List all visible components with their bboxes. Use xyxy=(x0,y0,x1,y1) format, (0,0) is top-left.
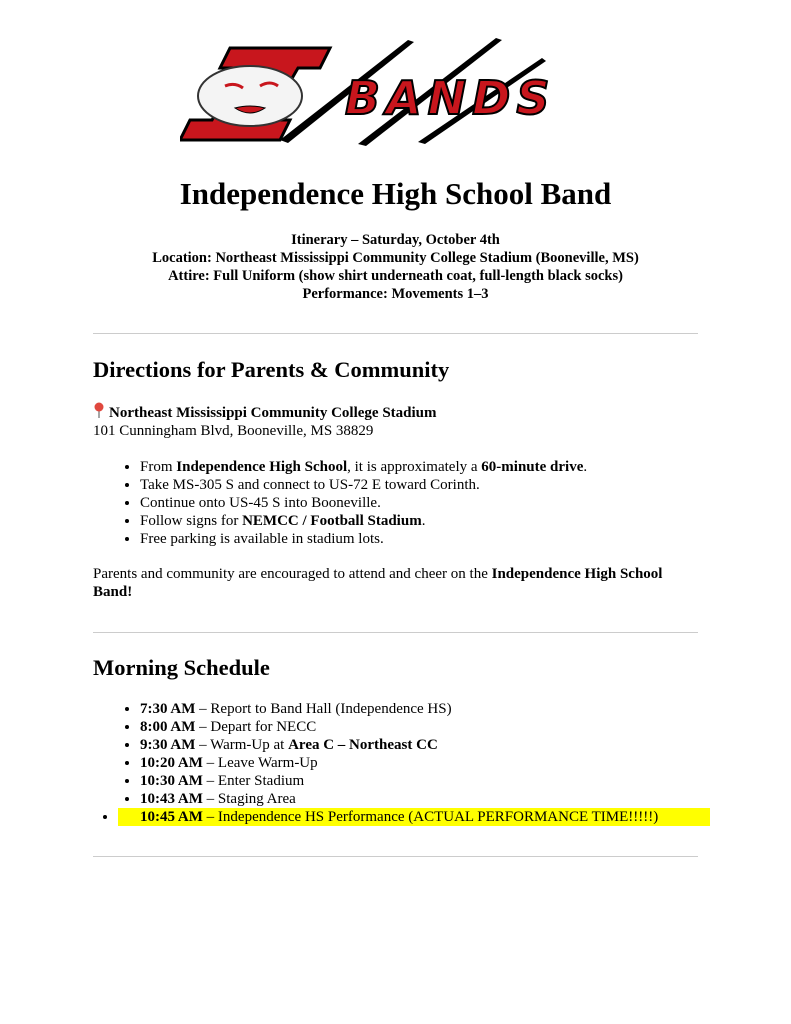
divider xyxy=(93,856,698,857)
page-title: Independence High School Band xyxy=(179,176,612,211)
itinerary-summary xyxy=(0,231,791,303)
list-item: • Free parking is available in stadium lots. xyxy=(140,530,698,548)
schedule-heading: Morning Schedule xyxy=(93,655,270,680)
list-item: • Take MS-305 S and connect to US-72 E toward Corinth. xyxy=(140,476,698,494)
divider xyxy=(93,333,698,334)
schedule-item: • 9:30 AM – Warm-Up at Area C – Northeast CC xyxy=(140,736,698,754)
itinerary-date: Itinerary – Saturday, October 4th xyxy=(291,232,500,248)
itinerary-location: Location: Northeast Mississippi Community College Stadium (Booneville, MS) xyxy=(152,250,639,266)
divider xyxy=(93,632,698,633)
logo-text: BANDS xyxy=(345,71,556,125)
schedule-item: • 10:30 AM – Enter Stadium xyxy=(140,772,698,790)
venue-block xyxy=(93,402,698,440)
schedule-item: • 10:43 AM – Staging Area xyxy=(140,790,698,808)
round-pushpin-icon xyxy=(93,402,105,418)
venue-address: 101 Cunningham Blvd, Booneville, MS 38829 xyxy=(93,423,374,439)
list-item: • Continue onto US-45 S into Booneville. xyxy=(140,494,698,512)
directions-heading: Directions for Parents & Community xyxy=(93,357,450,382)
schedule-item: • 8:00 AM – Depart for NECC xyxy=(140,718,698,736)
list-item: • Follow signs for NEMCC / Football Stadium. xyxy=(140,512,698,530)
schedule-item-highlighted: • 10:45 AM – Independence HS Performance (ACTUAL PERFORMANCE TIME!!!!!) xyxy=(118,808,710,826)
schedule-list xyxy=(93,700,698,826)
i-bands-logo xyxy=(180,28,620,158)
schedule-item: • 10:20 AM – Leave Warm-Up xyxy=(140,754,698,772)
itinerary-performance: Performance: Movements 1–3 xyxy=(302,286,489,302)
venue-name: Northeast Mississippi Community College Stadium xyxy=(109,405,437,421)
closing-paragraph: Parents and community are encouraged to attend and cheer on the Independence High School Band! xyxy=(93,566,663,600)
directions-list xyxy=(93,458,698,548)
itinerary-attire: Attire: Full Uniform (show shirt underneath coat, full-length black socks) xyxy=(168,268,623,284)
schedule-item: • 7:30 AM – Report to Band Hall (Independence HS) xyxy=(140,700,698,718)
list-item: • From Independence High School, it is approximately a 60-minute drive. xyxy=(140,458,698,476)
